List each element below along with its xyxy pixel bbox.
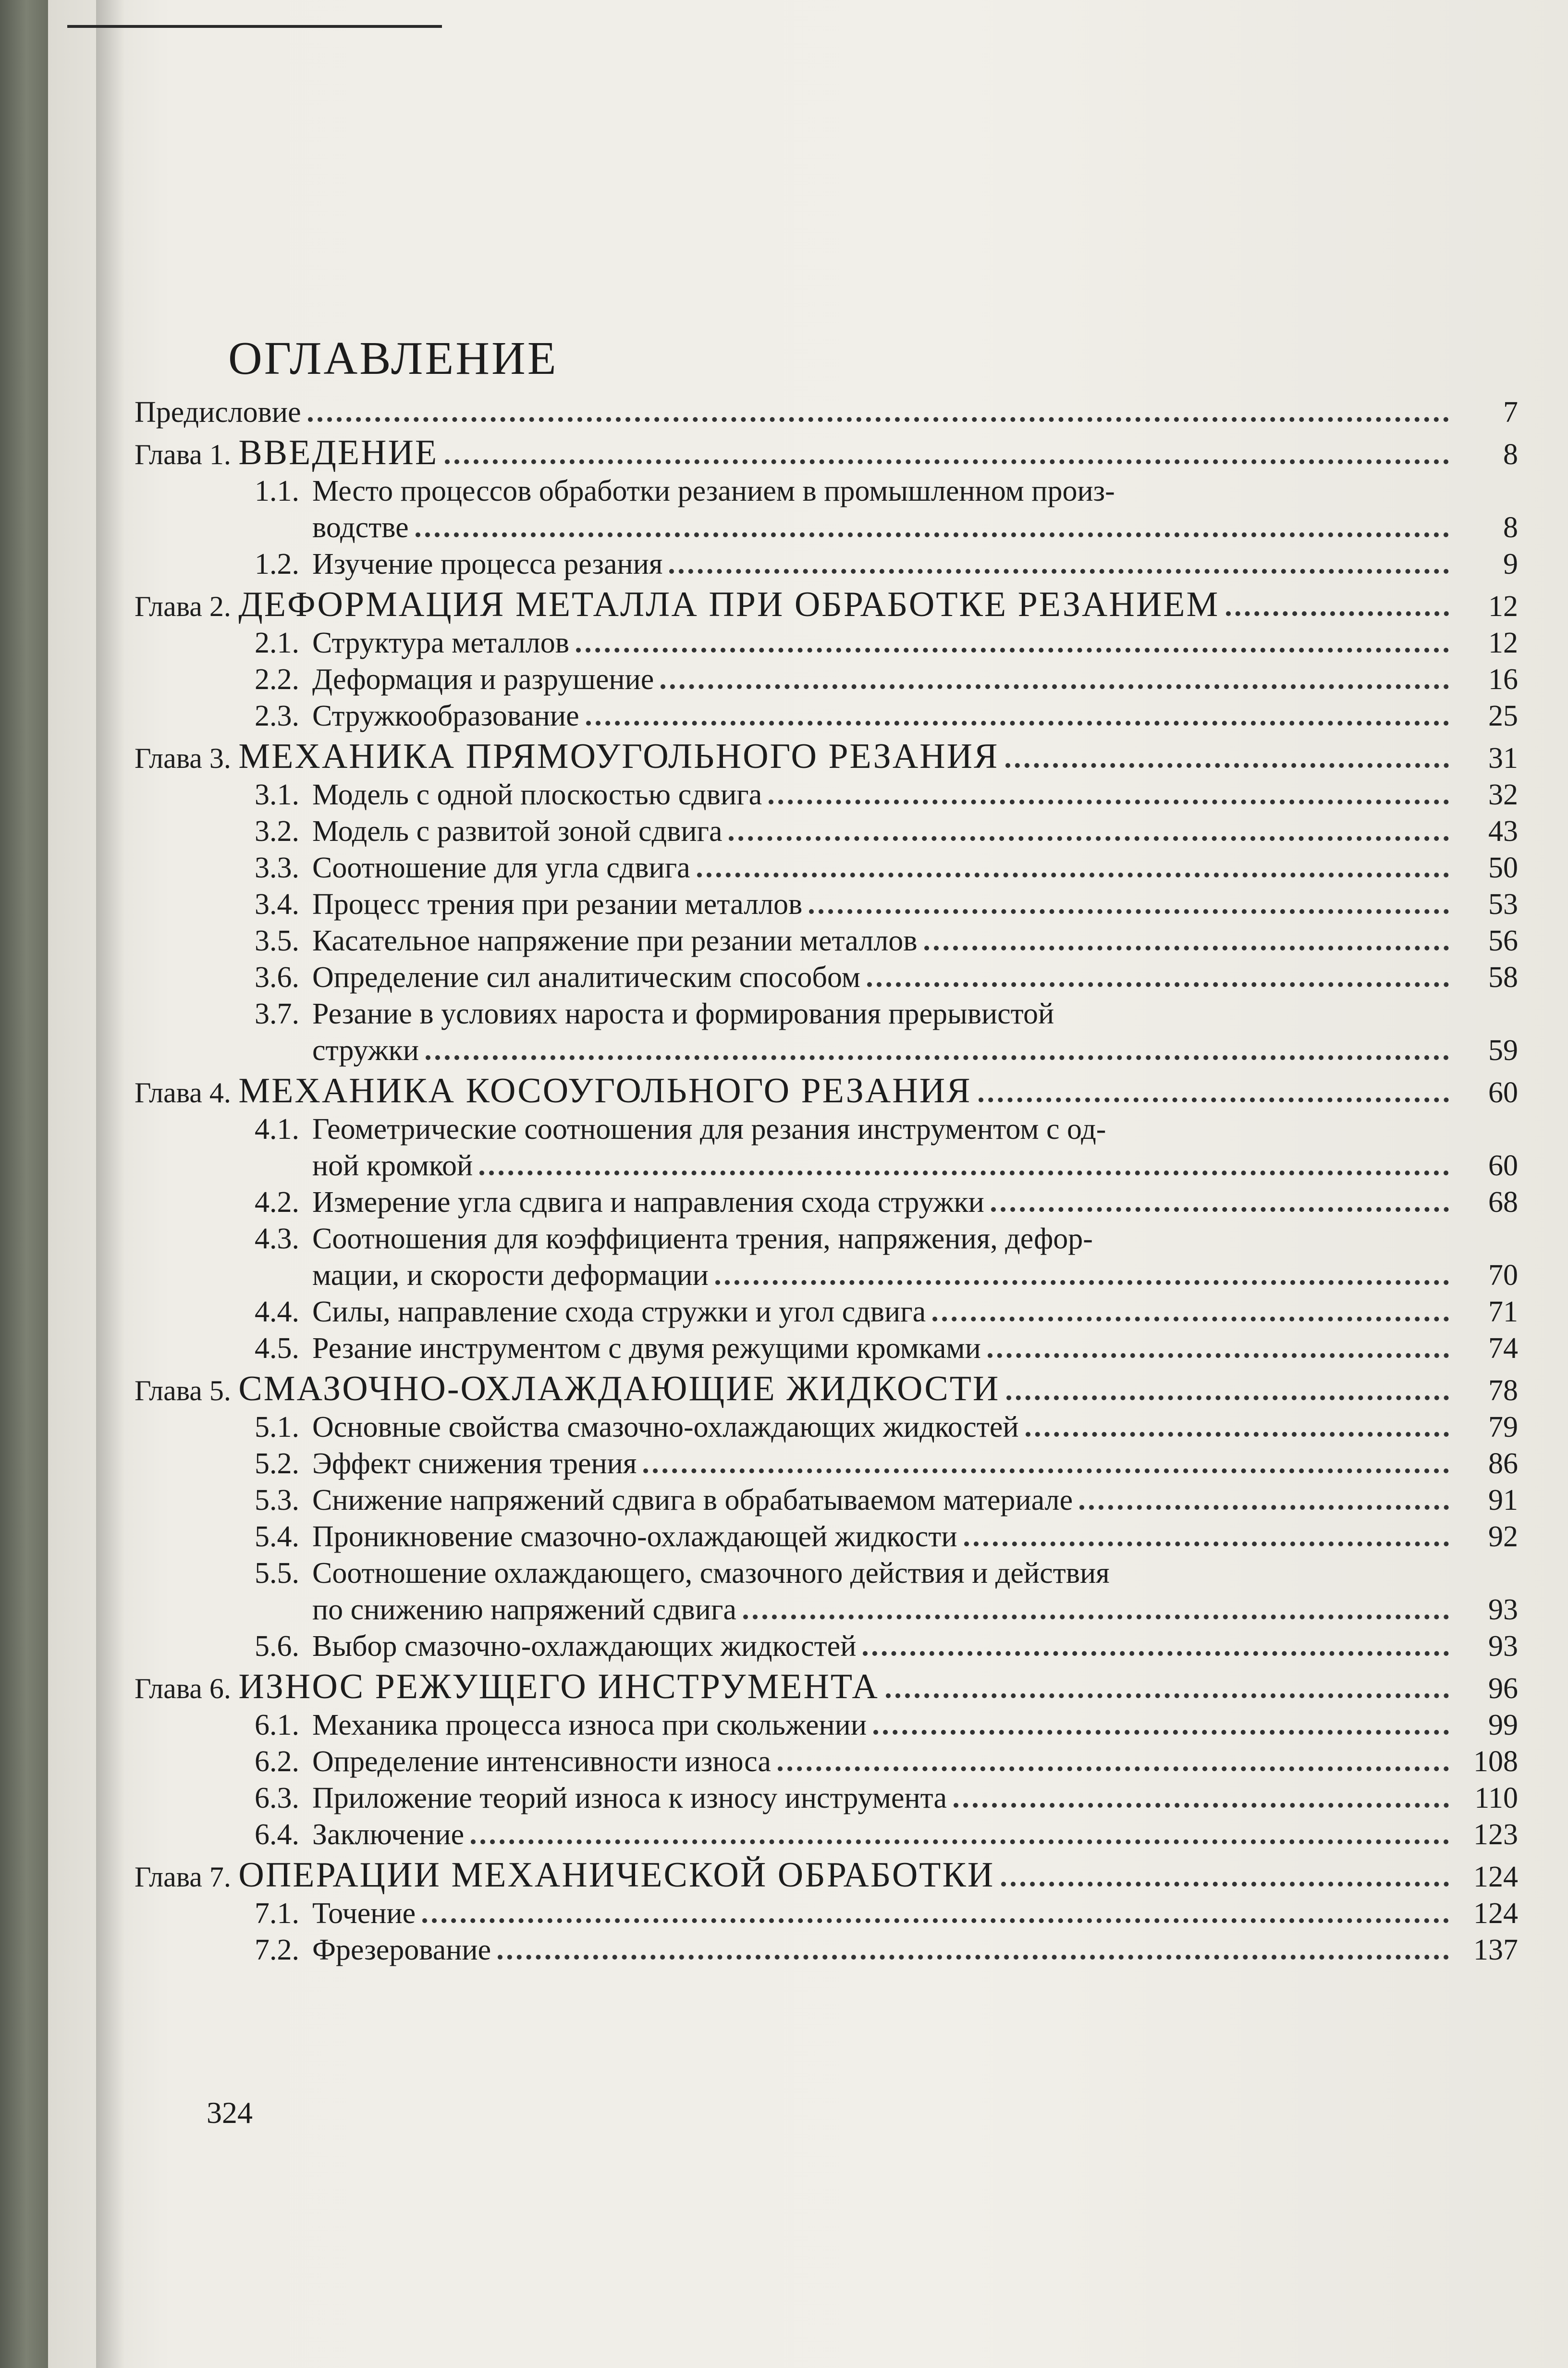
leader-dots bbox=[729, 836, 1449, 841]
leader-dots bbox=[1006, 1395, 1449, 1400]
section-number: 4.1. bbox=[255, 1113, 299, 1146]
page-number: 92 bbox=[1488, 1520, 1518, 1553]
spine-shadow bbox=[96, 0, 125, 2368]
leader-dots bbox=[924, 946, 1449, 950]
section-title: Резание в условиях нароста и формирования прерывистой bbox=[312, 998, 1054, 1030]
section-title: Выбор смазочно-охлаждающих жидкостей bbox=[312, 1630, 857, 1663]
page-number: 124 bbox=[1473, 1897, 1518, 1930]
page-number: 8 bbox=[1503, 438, 1518, 471]
page-number: 99 bbox=[1488, 1709, 1518, 1741]
leader-dots bbox=[991, 1207, 1449, 1212]
section-number: 4.5. bbox=[255, 1332, 299, 1365]
section-title: Касательное напряжение при резании металлов bbox=[312, 925, 918, 957]
leader-dots bbox=[643, 1468, 1449, 1473]
toc-chapter-1 bbox=[135, 434, 1518, 473]
leader-dots bbox=[769, 800, 1449, 804]
section-title: Заключение bbox=[312, 1818, 465, 1851]
toc-section bbox=[135, 1330, 1518, 1367]
toc-section bbox=[135, 1221, 1518, 1257]
leader-dots bbox=[661, 684, 1449, 689]
page-number: 68 bbox=[1488, 1186, 1518, 1219]
toc-section bbox=[135, 1409, 1518, 1445]
leader-dots bbox=[576, 648, 1449, 653]
section-number: 3.1. bbox=[255, 778, 299, 811]
page-number: 93 bbox=[1488, 1593, 1518, 1626]
section-title: Определение интенсивности износа bbox=[312, 1745, 771, 1778]
toc-section bbox=[135, 1628, 1518, 1665]
toc-chapter-2 bbox=[135, 586, 1518, 625]
toc-chapter-4 bbox=[135, 1073, 1518, 1111]
page-number: 60 bbox=[1488, 1076, 1518, 1109]
leader-dots bbox=[308, 417, 1449, 422]
toc-chapter-5 bbox=[135, 1370, 1518, 1409]
leader-dots bbox=[863, 1651, 1449, 1656]
page-number: 58 bbox=[1488, 961, 1518, 994]
toc-section bbox=[135, 959, 1518, 996]
leader-dots bbox=[743, 1615, 1449, 1619]
section-title: Основные свойства смазочно-охлаждающих жидкостей bbox=[312, 1411, 1019, 1443]
leader-dots bbox=[426, 1055, 1449, 1060]
section-title: Силы, направление схода стружки и угол сдвига bbox=[312, 1295, 926, 1328]
page-number: 110 bbox=[1474, 1782, 1518, 1814]
toc-entry-label: Предисловие bbox=[135, 396, 301, 429]
section-number: 7.1. bbox=[255, 1897, 299, 1930]
leader-dots bbox=[778, 1766, 1449, 1771]
chapter-title: СМАЗОЧНО-ОХЛАЖДАЮЩИЕ ЖИДКОСТИ bbox=[238, 1369, 1000, 1408]
toc-section bbox=[135, 996, 1518, 1032]
section-number: 4.3. bbox=[255, 1222, 299, 1255]
section-title: Определение сил аналитическим способом bbox=[312, 961, 861, 994]
section-number: 6.1. bbox=[255, 1709, 299, 1741]
toc-section bbox=[135, 1707, 1518, 1743]
leader-dots bbox=[979, 1098, 1449, 1102]
page-number: 53 bbox=[1488, 888, 1518, 921]
toc-section bbox=[135, 546, 1518, 582]
toc-section bbox=[135, 625, 1518, 661]
page-number: 56 bbox=[1488, 925, 1518, 957]
toc-section bbox=[135, 1482, 1518, 1518]
chapter-title: МЕХАНИКА КОСОУГОЛЬНОГО РЕЗАНИЯ bbox=[238, 1071, 972, 1110]
leader-dots bbox=[1005, 763, 1449, 768]
chapter-title: ИЗНОС РЕЖУЩЕГО ИНСТРУМЕНТА bbox=[238, 1667, 879, 1706]
leader-dots bbox=[471, 1839, 1449, 1844]
section-title: мации, и скорости деформации bbox=[312, 1259, 709, 1292]
page-number: 7 bbox=[1503, 396, 1518, 429]
page-number: 12 bbox=[1488, 590, 1518, 623]
toc-section bbox=[135, 923, 1518, 959]
page-number: 78 bbox=[1488, 1374, 1518, 1407]
page-number: 31 bbox=[1488, 742, 1518, 775]
section-number: 4.2. bbox=[255, 1186, 299, 1219]
page-title: ОГЛАВЛЕНИЕ bbox=[228, 333, 558, 384]
toc-section bbox=[135, 1111, 1518, 1147]
section-title: Механика процесса износа при скольжении bbox=[312, 1709, 867, 1741]
toc-section bbox=[135, 886, 1518, 923]
section-number: 1.1. bbox=[255, 475, 299, 507]
leader-dots bbox=[697, 873, 1449, 877]
section-title: Модель с одной плоскостью сдвига bbox=[312, 778, 762, 811]
section-number: 5.6. bbox=[255, 1630, 299, 1663]
toc-section bbox=[135, 1445, 1518, 1482]
chapter-title: ОПЕРАЦИИ МЕХАНИЧЕСКОЙ ОБРАБОТКИ bbox=[238, 1855, 995, 1895]
section-title: Фрезерование bbox=[312, 1934, 491, 1966]
leader-dots bbox=[445, 459, 1449, 464]
section-number: 6.2. bbox=[255, 1745, 299, 1778]
page-number: 91 bbox=[1488, 1484, 1518, 1517]
page-number: 60 bbox=[1488, 1149, 1518, 1182]
section-number: 4.4. bbox=[255, 1295, 299, 1328]
toc-section-cont bbox=[135, 1032, 1518, 1069]
toc-section bbox=[135, 1743, 1518, 1780]
page-number: 8 bbox=[1503, 511, 1518, 544]
section-title: Стружкообразование bbox=[312, 700, 579, 732]
leader-dots bbox=[988, 1353, 1449, 1358]
section-title: водстве bbox=[312, 511, 409, 544]
leader-dots bbox=[873, 1730, 1449, 1735]
chapter-title: МЕХАНИКА ПРЯМОУГОЛЬНОГО РЕЗАНИЯ bbox=[238, 737, 999, 776]
section-title: Соотношения для коэффициента трения, напряжения, дефор- bbox=[312, 1222, 1093, 1255]
page-number: 59 bbox=[1488, 1034, 1518, 1067]
section-number: 2.1. bbox=[255, 627, 299, 659]
page-number: 43 bbox=[1488, 815, 1518, 848]
leader-dots bbox=[669, 569, 1449, 574]
chapter-title: ВВЕДЕНИЕ bbox=[238, 433, 439, 472]
section-title: Деформация и разрушение bbox=[312, 663, 654, 696]
section-number: 5.2. bbox=[255, 1447, 299, 1480]
toc-section-cont bbox=[135, 1257, 1518, 1294]
toc-section-cont bbox=[135, 509, 1518, 546]
leader-dots bbox=[422, 1918, 1449, 1923]
toc-section bbox=[135, 1294, 1518, 1330]
leader-dots bbox=[964, 1542, 1449, 1546]
page-number: 9 bbox=[1503, 548, 1518, 580]
toc-section bbox=[135, 661, 1518, 698]
page-number: 74 bbox=[1488, 1332, 1518, 1365]
section-title: Резание инструментом с двумя режущими кромками bbox=[312, 1332, 981, 1365]
section-title: Модель с развитой зоной сдвига bbox=[312, 815, 723, 848]
toc-chapter-6 bbox=[135, 1668, 1518, 1707]
toc-section bbox=[135, 777, 1518, 813]
leader-dots bbox=[932, 1317, 1449, 1321]
leader-dots bbox=[886, 1693, 1449, 1698]
leader-dots bbox=[1001, 1882, 1449, 1887]
toc-section-cont bbox=[135, 1591, 1518, 1628]
section-title: Процесс трения при резании металлов bbox=[312, 888, 803, 921]
folio-page-number: 324 bbox=[207, 2096, 253, 2130]
page-number: 16 bbox=[1488, 663, 1518, 696]
section-title: Изучение процесса резания bbox=[312, 548, 663, 580]
leader-dots bbox=[1079, 1505, 1449, 1510]
toc-section bbox=[135, 1780, 1518, 1816]
book-page bbox=[48, 0, 1568, 2368]
chapter-label: Глава 1. bbox=[135, 439, 231, 470]
leader-dots bbox=[498, 1955, 1449, 1960]
section-number: 3.5. bbox=[255, 925, 299, 957]
leader-dots bbox=[809, 909, 1449, 914]
page-number: 123 bbox=[1473, 1818, 1518, 1851]
section-number: 6.4. bbox=[255, 1818, 299, 1851]
leader-dots bbox=[416, 532, 1449, 537]
toc-section bbox=[135, 473, 1518, 509]
table-of-contents bbox=[135, 394, 1518, 1968]
toc-section bbox=[135, 1555, 1518, 1591]
page-number: 12 bbox=[1488, 627, 1518, 659]
page-number: 32 bbox=[1488, 778, 1518, 811]
chapter-label: Глава 6. bbox=[135, 1673, 231, 1704]
section-number: 7.2. bbox=[255, 1934, 299, 1966]
book-binding bbox=[0, 0, 48, 2368]
section-number: 3.3. bbox=[255, 851, 299, 884]
page-number: 93 bbox=[1488, 1630, 1518, 1663]
section-title: стружки bbox=[312, 1034, 419, 1067]
toc-section bbox=[135, 1932, 1518, 1968]
page-number: 71 bbox=[1488, 1295, 1518, 1328]
section-title: Снижение напряжений сдвига в обрабатываемом материале bbox=[312, 1484, 1073, 1517]
section-number: 1.2. bbox=[255, 548, 299, 580]
page-number: 137 bbox=[1473, 1934, 1518, 1966]
chapter-label: Глава 2. bbox=[135, 591, 231, 622]
section-title: Место процессов обработки резанием в промышленном произ- bbox=[312, 475, 1115, 507]
chapter-label: Глава 5. bbox=[135, 1375, 231, 1406]
chapter-label: Глава 4. bbox=[135, 1077, 231, 1109]
page-number: 79 bbox=[1488, 1411, 1518, 1443]
leader-dots bbox=[867, 982, 1449, 987]
section-title: Соотношение для угла сдвига bbox=[312, 851, 690, 884]
section-title: Точение bbox=[312, 1897, 416, 1930]
leader-dots bbox=[1026, 1432, 1449, 1437]
section-number: 5.4. bbox=[255, 1520, 299, 1553]
section-title: по снижению напряжений сдвига bbox=[312, 1593, 736, 1626]
page-number: 50 bbox=[1488, 851, 1518, 884]
section-title: Приложение теорий износа к износу инструмента bbox=[312, 1782, 947, 1814]
toc-section bbox=[135, 1816, 1518, 1853]
page-number: 70 bbox=[1488, 1259, 1518, 1292]
leader-dots bbox=[479, 1171, 1449, 1175]
toc-preface bbox=[135, 394, 1518, 431]
section-number: 5.5. bbox=[255, 1557, 299, 1590]
section-number: 5.3. bbox=[255, 1484, 299, 1517]
section-title: Измерение угла сдвига и направления схода стружки bbox=[312, 1186, 984, 1219]
page-number: 108 bbox=[1473, 1745, 1518, 1778]
section-number: 5.1. bbox=[255, 1411, 299, 1443]
leader-dots bbox=[586, 721, 1449, 726]
section-number: 3.2. bbox=[255, 815, 299, 848]
leader-dots bbox=[954, 1803, 1449, 1808]
page-number: 96 bbox=[1488, 1672, 1518, 1705]
section-title: Структура металлов bbox=[312, 627, 569, 659]
chapter-label: Глава 7. bbox=[135, 1861, 231, 1893]
section-title: Соотношение охлаждающего, смазочного действия и действия bbox=[312, 1557, 1110, 1590]
page-number: 124 bbox=[1473, 1861, 1518, 1893]
section-title: Проникновение смазочно-охлаждающей жидкости bbox=[312, 1520, 957, 1553]
section-number: 2.2. bbox=[255, 663, 299, 696]
section-number: 6.3. bbox=[255, 1782, 299, 1814]
toc-section bbox=[135, 813, 1518, 850]
toc-section bbox=[135, 1895, 1518, 1932]
toc-section bbox=[135, 850, 1518, 886]
section-title: Эффект снижения трения bbox=[312, 1447, 637, 1480]
section-number: 2.3. bbox=[255, 700, 299, 732]
toc-section bbox=[135, 1184, 1518, 1221]
section-number: 3.7. bbox=[255, 998, 299, 1030]
toc-section bbox=[135, 1518, 1518, 1555]
toc-section bbox=[135, 698, 1518, 734]
toc-chapter-7 bbox=[135, 1857, 1518, 1895]
chapter-label: Глава 3. bbox=[135, 742, 231, 774]
leader-dots bbox=[715, 1280, 1449, 1285]
page-number: 86 bbox=[1488, 1447, 1518, 1480]
section-number: 3.6. bbox=[255, 961, 299, 994]
section-title: Геометрические соотношения для резания инструментом с од- bbox=[312, 1113, 1106, 1146]
leader-dots bbox=[1226, 611, 1449, 616]
toc-chapter-3 bbox=[135, 738, 1518, 777]
section-number: 3.4. bbox=[255, 888, 299, 921]
section-title: ной кромкой bbox=[312, 1149, 473, 1182]
page-number: 25 bbox=[1488, 700, 1518, 732]
chapter-title: ДЕФОРМАЦИЯ МЕТАЛЛА ПРИ ОБРАБОТКЕ РЕЗАНИЕМ bbox=[238, 585, 1220, 624]
top-rule bbox=[67, 25, 442, 28]
toc-section-cont bbox=[135, 1147, 1518, 1184]
